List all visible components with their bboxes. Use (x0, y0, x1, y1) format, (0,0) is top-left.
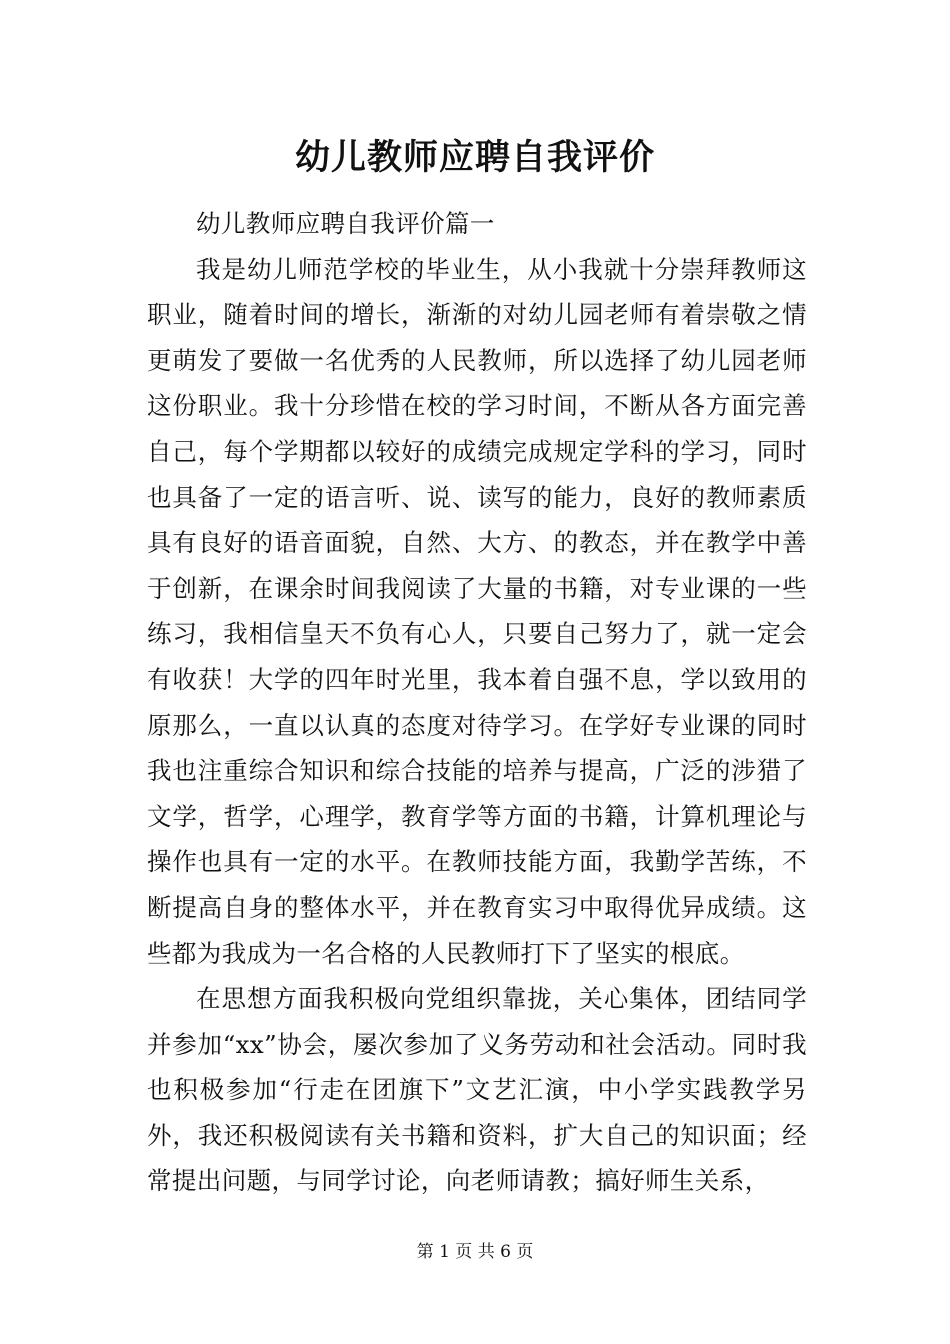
section-heading: 幼儿教师应聘自我评价篇一 (196, 209, 495, 238)
body-paragraph-2: 在思想方面我积极向党组织靠拢，关心集体，团结同学并参加“xx”协会，屡次参加了义务劳动和社会活动。同时我也积极参加“行走在团旗下”文艺汇演，中小学实践教学另外，我还积极阅读有关书籍和资料，扩大自己的知识面；经常提出问题，与同学讨论，向老师请教；搞好师生关系， (147, 984, 807, 1196)
document-body (147, 201, 807, 1204)
document-title: 幼儿教师应聘自我评价 (294, 137, 655, 178)
page-number-footer: 第 1 页 共 6 页 (416, 1242, 534, 1262)
body-paragraph-1: 我是幼儿师范学校的毕业生，从小我就十分崇拜教师这职业，随着时间的增长，渐渐的对幼儿园老师有着崇敬之情更萌发了要做一名优秀的人民教师，所以选择了幼儿园老师这份职业。我十分珍惜在校的学习时间，不断从各方面完善自己，每个学期都以较好的成绩完成规定学科的学习，同时也具备了一定的语言听、说、读写的能力，良好的教师素质具有良好的语音面貌，自然、大方、的教态，并在教学中善于创新，在课余时间我阅读了大量的书籍，对专业课的一些练习，我相信皇天不负有心人，只要自己努力了，就一定会有收获！大学的四年时光里，我本着自强不息，学以致用的原那么，一直以认真的态度对待学习。在学好专业课的同时我也注重综合知识和综合技能的培养与提高，广泛的涉猎了文学，哲学，心理学，教育学等方面的书籍，计算机理论与操作也具有一定的水平。在教师技能方面，我勤学苦练，不断提高自身的整体水平，并在教育实习中取得优异成绩。这些都为我成为一名合格的人民教师打下了坚实的根底。 (147, 254, 807, 968)
